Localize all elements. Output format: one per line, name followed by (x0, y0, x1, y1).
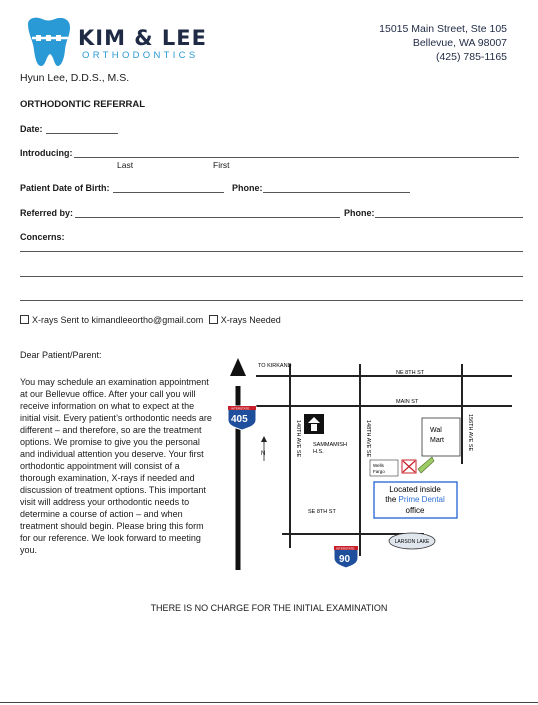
patient-phone-field[interactable] (263, 192, 410, 193)
referrer-phone-label: Phone: (344, 208, 375, 218)
wells-label: Wells (373, 463, 384, 468)
address-line-2: Bellevue, WA 98007 (412, 37, 507, 49)
concerns-line-3[interactable] (20, 300, 523, 301)
referrer-phone-field[interactable] (375, 217, 523, 218)
phone-label: Phone: (232, 183, 263, 193)
first-name-caption: First (213, 160, 230, 170)
located-line-3: office (405, 506, 425, 515)
referred-by-field[interactable] (75, 217, 340, 218)
concerns-line-1[interactable] (20, 251, 523, 252)
mart-label: Mart (430, 437, 444, 444)
located-line-2 (385, 495, 445, 504)
concerns-line-2[interactable] (20, 276, 523, 277)
north-arrow-icon (261, 436, 267, 461)
salutation: Dear Patient/Parent: (20, 350, 102, 360)
letter-body: You may schedule an examination appointment at our Bellevue office. After your call you will receive information on what to expect at the initial visit. Every patient’s orthodontic needs are different – and therefore, so are the treatment options. We promise to give you the personal and individual attention you deserve. Your first orthodontic appointment will consist of a thorough examination, X-rays if needed and discussion of treatment options. This important visit will address your orthodontic needs to determine a course of action – and when treatment should begin. Please bring this form for our reference. We look forward to meeting you. (20, 377, 212, 555)
dob-label: Patient Date of Birth: (20, 183, 110, 193)
date-label: Date: (20, 124, 43, 134)
i90-shield-icon (334, 546, 358, 568)
address-line-1: 15015 Main Street, Ste 105 (379, 23, 507, 35)
140th-label: 140TH AVE SE (295, 420, 301, 458)
larson-lake-label: LARSON LAKE (394, 539, 430, 545)
se-8th-label: SE 8TH ST (308, 509, 336, 515)
sammamish-label: SAMMAMISH (313, 442, 347, 448)
north-label: N (261, 451, 266, 457)
date-field[interactable] (46, 133, 118, 134)
156th-label: 156TH AVE SE (467, 414, 473, 452)
dob-field[interactable] (113, 192, 224, 193)
i405-label: 405 (231, 414, 248, 425)
up-arrow-icon (230, 358, 246, 376)
wal-label: Wal (430, 427, 442, 434)
doctor-name: Hyun Lee, D.D.S., M.S. (20, 72, 130, 84)
brand-name: KIM & LEE (78, 26, 207, 50)
i405-shield-icon (228, 406, 256, 430)
prime-dental-label: Prime Dental (398, 495, 445, 504)
no-charge-note: THERE IS NO CHARGE FOR THE INITIAL EXAMINATION (150, 603, 388, 613)
xrays-needed-checkbox[interactable] (209, 315, 218, 324)
form-title: ORTHODONTIC REFERRAL (20, 99, 146, 110)
located-line-1: Located inside (389, 485, 441, 494)
xrays-sent-label: X-rays Sent to kimandleeortho@gmail.com (32, 315, 204, 325)
hs-label: H.S. (313, 449, 324, 455)
i90-label: 90 (339, 554, 351, 565)
i405-shield-caption: INTERSTATE (231, 406, 250, 411)
introducing-label: Introducing: (20, 148, 73, 158)
pointer-arrow-icon (418, 457, 434, 473)
ne-8th-label: NE 8TH ST (396, 370, 425, 376)
brand-subtitle: ORTHODONTICS (82, 50, 199, 61)
bottom-divider (0, 702, 538, 703)
148th-label: 148TH AVE SE (365, 420, 371, 458)
patient-name-field[interactable] (74, 157, 519, 158)
directions-map (224, 356, 526, 572)
xrays-sent-checkbox[interactable] (20, 315, 29, 324)
main-st-label: MAIN ST (396, 399, 419, 405)
fargo-label: Fargo (373, 469, 385, 474)
located-line-2-prefix: the (385, 495, 399, 504)
last-name-caption: Last (117, 160, 134, 170)
referred-by-label: Referred by: (20, 208, 74, 218)
i90-shield-caption: INTERSTATE (336, 546, 355, 551)
concerns-label: Concerns: (20, 232, 65, 242)
office-phone: (425) 785-1165 (435, 51, 507, 63)
xray-options (20, 315, 281, 325)
school-icon (304, 414, 324, 434)
xrays-needed-label: X-rays Needed (220, 315, 281, 325)
office-address (379, 22, 507, 64)
to-kirkland-label: TO KIRKAND (258, 363, 292, 369)
